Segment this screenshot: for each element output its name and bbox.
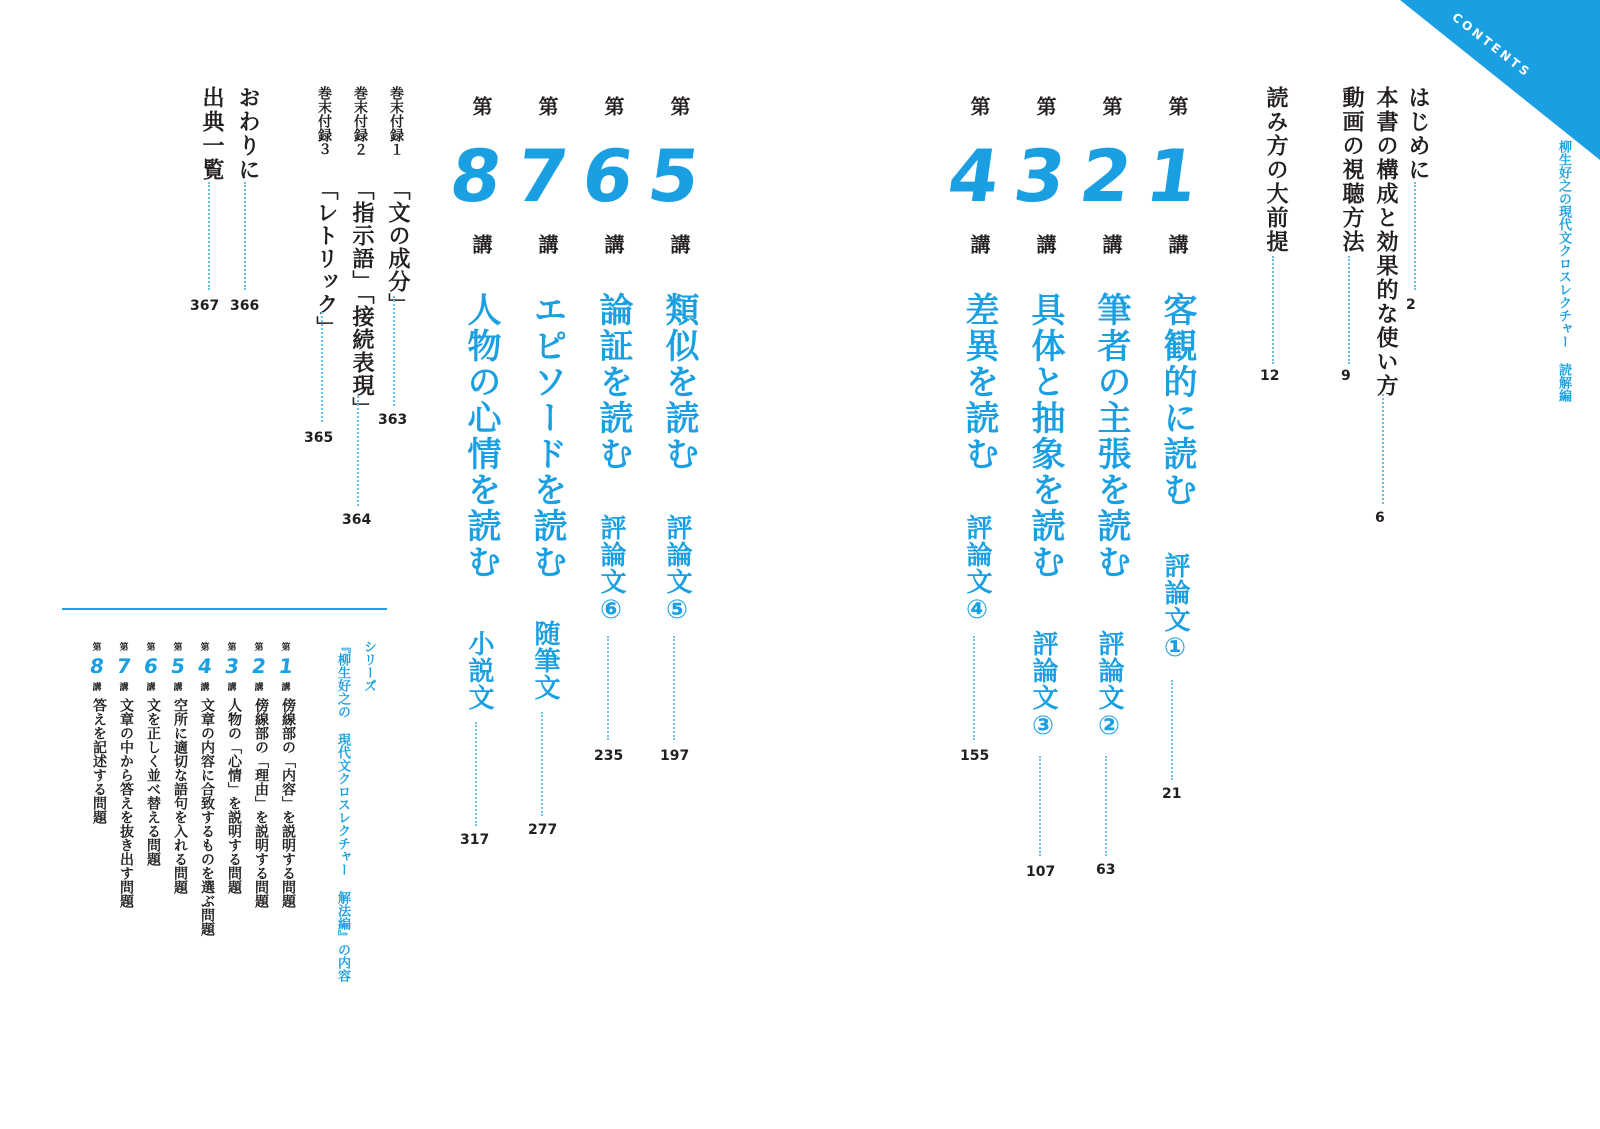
series-kou: 講 — [173, 683, 183, 693]
series-dai: 第 — [254, 643, 264, 653]
chapter-title: 人物の心情を読む — [461, 292, 501, 580]
chapter-dai: 第 — [967, 96, 991, 116]
leader-dots — [1414, 182, 1416, 290]
chapter-number: 2 — [1075, 134, 1137, 218]
series-kou: 講 — [200, 683, 210, 693]
series-num: 1 — [277, 654, 295, 678]
chapter-genre: 随筆文 — [530, 620, 560, 701]
chapter-kou: 講 — [1099, 234, 1123, 254]
page-number: 63 — [1096, 862, 1116, 878]
page-number: 317 — [460, 832, 490, 848]
leader-dots — [1272, 256, 1274, 364]
chapter-dai: 第 — [469, 96, 493, 116]
chapter-kou: 講 — [667, 234, 691, 254]
series-title: 柳生好之の現代文クロスレクチャー 読解編 — [1556, 140, 1571, 402]
leader-dots — [357, 396, 359, 506]
page-number: 9 — [1341, 368, 1351, 384]
series-dai: 第 — [119, 643, 129, 653]
series-kou: 講 — [92, 683, 102, 693]
chapter-kou: 講 — [469, 234, 493, 254]
chapter-dai: 第 — [1099, 96, 1123, 116]
page-number: 107 — [1026, 864, 1056, 880]
chapter-genre: 評論文④ — [962, 514, 992, 626]
chapter-title: 類似を読む — [659, 292, 699, 472]
series-kou: 講 — [281, 683, 291, 693]
chapter-title: 差異を読む — [959, 292, 999, 472]
chapter-dai: 第 — [1033, 96, 1057, 116]
section-divider — [62, 608, 387, 610]
series-num: 8 — [88, 654, 106, 678]
appendix-label: 巻末付録２ — [352, 86, 368, 156]
chapter-kou: 講 — [1165, 234, 1189, 254]
contents-label: CONTENTS — [1449, 10, 1534, 81]
appendix-title: 「レトリック」 — [313, 178, 338, 339]
series-title-text: 答えを記述する問題 — [91, 698, 107, 824]
chapter-kou: 講 — [601, 234, 625, 254]
series-num: 4 — [196, 654, 214, 678]
page-number: 364 — [342, 512, 372, 528]
back-item-sources[interactable]: 出典一覧 — [199, 86, 224, 182]
appendix-title: 「指示語」「接続表現」 — [349, 178, 374, 420]
chapter-genre: 小説文 — [464, 630, 494, 711]
series-kou: 講 — [254, 683, 264, 693]
chapter-number: 4 — [943, 134, 1005, 218]
front-item-structure[interactable]: 本書の構成と効果的な使い方 — [1373, 86, 1398, 398]
page-number: 12 — [1260, 368, 1280, 384]
chapter-genre: 評論文② — [1094, 630, 1124, 742]
page-number: 197 — [660, 748, 690, 764]
page-number: 367 — [190, 298, 220, 314]
back-item-owarini[interactable]: おわりに — [235, 86, 260, 182]
leader-dots — [1105, 756, 1107, 856]
leader-dots — [973, 636, 975, 740]
leader-dots — [541, 712, 543, 816]
leader-dots — [475, 722, 477, 826]
front-item-premise[interactable]: 読み方の大前提 — [1263, 86, 1288, 254]
series-dai: 第 — [200, 643, 210, 653]
series-num: 3 — [223, 654, 241, 678]
series-num: 2 — [250, 654, 268, 678]
leader-dots — [607, 636, 609, 740]
series-title-text: 文章の中から答えを抜き出す問題 — [118, 698, 134, 908]
series-dai: 第 — [227, 643, 237, 653]
series-dai: 第 — [281, 643, 291, 653]
series-dai: 第 — [146, 643, 156, 653]
chapter-title: 客観的に読む — [1157, 292, 1197, 508]
series-title-text: 空所に適切な語句を入れる問題 — [172, 698, 188, 894]
series-title-text: 傍線部の「理由」を説明する問題 — [253, 698, 269, 908]
chapter-kou: 講 — [535, 234, 559, 254]
front-item-video[interactable]: 動画の視聴方法 — [1339, 86, 1364, 254]
chapter-kou: 講 — [967, 234, 991, 254]
leader-dots — [1171, 680, 1173, 780]
chapter-number: 5 — [643, 134, 705, 218]
series-dai: 第 — [173, 643, 183, 653]
chapter-title: 筆者の主張を読む — [1091, 292, 1131, 580]
chapter-number: 3 — [1009, 134, 1071, 218]
chapter-dai: 第 — [535, 96, 559, 116]
series-num: 7 — [115, 654, 133, 678]
page-number: 6 — [1375, 510, 1385, 526]
chapter-genre: 評論文① — [1160, 552, 1190, 664]
chapter-dai: 第 — [667, 96, 691, 116]
page-number: 277 — [528, 822, 558, 838]
appendix-label: 巻末付録１ — [388, 86, 404, 156]
series-kou: 講 — [227, 683, 237, 693]
series-kou: 講 — [146, 683, 156, 693]
series-heading: シリーズ — [361, 640, 376, 692]
series-title-text: 文章の内容に合致するものを選ぶ問題 — [199, 698, 215, 936]
series-kou: 講 — [119, 683, 129, 693]
leader-dots — [244, 182, 246, 290]
page-number: 21 — [1162, 786, 1182, 802]
chapter-title: 論証を読む — [593, 292, 633, 472]
leader-dots — [321, 312, 323, 422]
series-title-text: 人物の「心情」を説明する問題 — [226, 698, 242, 894]
chapter-genre: 評論文⑥ — [596, 514, 626, 626]
chapter-dai: 第 — [601, 96, 625, 116]
series-dai: 第 — [92, 643, 102, 653]
leader-dots — [393, 296, 395, 406]
chapter-genre: 評論文③ — [1028, 630, 1058, 742]
leader-dots — [208, 182, 210, 290]
leader-dots — [1039, 756, 1041, 856]
page-number: 365 — [304, 430, 334, 446]
front-item-hajimeni[interactable]: はじめに — [1405, 86, 1430, 182]
page-number: 366 — [230, 298, 260, 314]
series-subheading: 『柳生好之の 現代文クロスレクチャー 解法編』の内容 — [335, 640, 350, 982]
appendix-title: 「文の成分」 — [385, 178, 410, 316]
page-number: 363 — [378, 412, 408, 428]
appendix-label: 巻末付録３ — [316, 86, 332, 156]
series-num: 5 — [169, 654, 187, 678]
leader-dots — [1382, 394, 1384, 504]
chapter-number: 8 — [445, 134, 507, 218]
chapter-kou: 講 — [1033, 234, 1057, 254]
chapter-dai: 第 — [1165, 96, 1189, 116]
chapter-number: 1 — [1141, 134, 1203, 218]
chapter-title: 具体と抽象を読む — [1025, 292, 1065, 580]
leader-dots — [1348, 256, 1350, 364]
chapter-number: 7 — [511, 134, 573, 218]
series-num: 6 — [142, 654, 160, 678]
page-number: 2 — [1406, 297, 1416, 313]
series-title-text: 傍線部の「内容」を説明する問題 — [280, 698, 296, 908]
chapter-number: 6 — [577, 134, 639, 218]
page-number: 155 — [960, 748, 990, 764]
chapter-title: エピソードを読む — [527, 292, 567, 580]
page-number: 235 — [594, 748, 624, 764]
leader-dots — [673, 636, 675, 740]
series-title-text: 文を正しく並べ替える問題 — [145, 698, 161, 866]
chapter-genre: 評論文⑤ — [662, 514, 692, 626]
